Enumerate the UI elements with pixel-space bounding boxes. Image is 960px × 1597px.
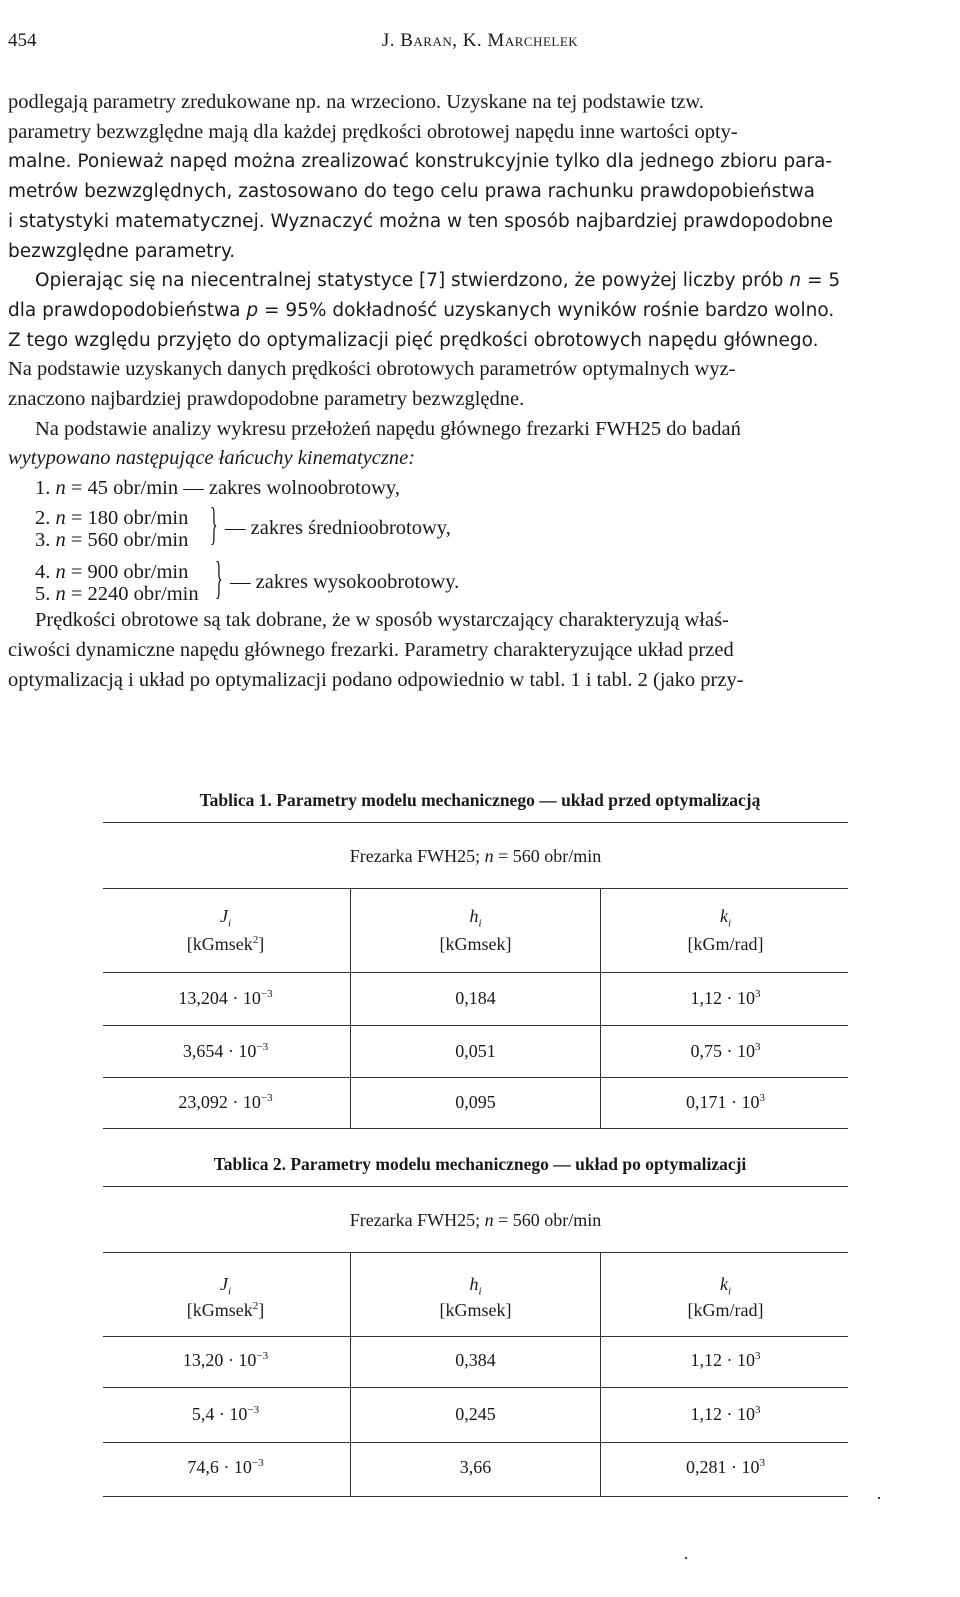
table-cell: 0,184 <box>455 988 496 1008</box>
column-unit-k: [kGm/rad] <box>687 1300 764 1320</box>
table-1 <box>103 822 848 1132</box>
page-header <box>8 30 952 56</box>
table-rule <box>103 1442 848 1443</box>
column-unit-k: [kGm/rad] <box>687 934 764 954</box>
table-machine-label: Frezarka FWH25; n = 560 obr/min <box>349 1210 602 1230</box>
text-line <box>8 147 946 177</box>
brace-icon: } <box>210 498 218 550</box>
paragraph-4 <box>8 415 946 474</box>
column-divider <box>350 1252 351 1496</box>
text-line <box>8 266 946 296</box>
table-cell: 0,245 <box>455 1404 496 1424</box>
table-rule <box>103 1025 848 1026</box>
table-cell: 0,384 <box>455 1350 496 1370</box>
text-fragment: = 5 <box>801 270 841 292</box>
table-cell: $74,6 \cdot 10^{-3}$ <box>187 1457 264 1477</box>
list-item: 2. n = 180 obr/min <box>35 507 189 530</box>
table-2 <box>103 1186 848 1502</box>
table-cell: $13,204 \cdot 10^{-3}$ <box>178 988 273 1008</box>
column-header-h: $h_i$ <box>469 906 482 930</box>
table-rule <box>103 822 848 823</box>
column-unit-h: [kGmsek] <box>439 1300 512 1320</box>
text-line: metrów bezwzględnych, zastosowano do tego celu prawa rachunku prawdopobieństwa <box>8 181 815 203</box>
text-line: Prędkości obrotowe są tak dobrane, że w sposób wystarczający charakteryzują właś- <box>35 609 729 632</box>
text-line: ciwości dynamiczne napędu głównego frezarki. Parametry charakteryzujące układ przed <box>8 638 734 661</box>
table-cell: $1,12 \cdot 10^3$ <box>690 1404 761 1424</box>
paragraph-1 <box>8 88 946 266</box>
list-item: 5. n = 2240 obr/min <box>35 583 199 606</box>
text-fragment: Opierając się na niecentralnej statystyce [7] stwierdzono, że powyżej liczby prób <box>35 270 784 292</box>
running-head: J. Baran, K. Marchelek <box>381 30 579 51</box>
column-header-k: $k_i$ <box>719 1274 732 1298</box>
text-line: wytypowano następujące łańcuchy kinematyczne: <box>8 447 416 470</box>
table-cell: $3,654 \cdot 10^{-3}$ <box>182 1041 269 1061</box>
list-item: 4. n = 900 obr/min <box>35 561 189 584</box>
table-rule <box>103 1077 848 1078</box>
table-cell: $0,75 \cdot 10^3$ <box>690 1041 761 1061</box>
column-header-j: $J_i$ <box>219 906 232 930</box>
column-unit-j: [kGmsek$^2$] <box>186 934 265 954</box>
table-rule <box>103 1128 848 1129</box>
page-number: 454 <box>8 30 37 51</box>
table-rule <box>103 1387 848 1388</box>
table-rule <box>103 1252 848 1253</box>
table-2-caption: Tablica 2. Parametry modelu mechanicznego — układ po optymalizacji <box>213 1154 747 1174</box>
list-item: 1. n = 45 obr/min — zakres wolnoobrotowy, <box>35 477 400 500</box>
text-line: Na podstawie analizy wykresu przełożeń napędu głównego frezarki FWH25 do badań <box>35 417 741 440</box>
text-fragment: Ponieważ napęd można zrealizować konstrukcyjnie tylko dla jednego zbioru para- <box>77 151 833 173</box>
table-rule <box>103 1186 848 1187</box>
table-rule <box>103 888 848 889</box>
column-header-k: $k_i$ <box>719 906 732 930</box>
body-text <box>8 88 946 695</box>
text-fragment: dla prawdopodobieństwa <box>8 299 241 321</box>
range-label: — zakres średnioobrotowy, <box>225 517 451 540</box>
table-cell: $0,281 \cdot 10^3$ <box>686 1457 765 1477</box>
math-variable: p <box>246 299 259 321</box>
table-cell: $0,171 \cdot 10^3$ <box>686 1092 765 1112</box>
brace-icon: } <box>215 552 223 604</box>
table-cell: 0,095 <box>455 1092 496 1112</box>
paragraph-5 <box>8 606 946 695</box>
range-label: — zakres wolnoobrotowy, <box>183 477 400 500</box>
column-unit-h: [kGmsek] <box>439 934 512 954</box>
table-cell: $1,12 \cdot 10^3$ <box>690 988 761 1008</box>
table-rule <box>103 1336 848 1337</box>
list-item: 3. n = 560 obr/min <box>35 529 189 552</box>
text-line: i statystyki matematycznej. Wyznaczyć można w ten sposób najbardziej prawdopodobne <box>8 210 833 232</box>
math-variable: n <box>789 270 802 292</box>
text-fragment: malne. <box>8 151 72 173</box>
paragraph-3 <box>8 355 946 414</box>
table-rule <box>103 972 848 973</box>
table-cell: $1,12 \cdot 10^3$ <box>690 1350 761 1370</box>
table-cell: 3,66 <box>459 1457 492 1477</box>
column-header-j: $J_i$ <box>219 1274 232 1298</box>
column-unit-j: [kGmsek$^2$] <box>186 1300 265 1320</box>
table-machine-label: Frezarka FWH25; n = 560 obr/min <box>349 846 602 866</box>
table-cell: 0,051 <box>455 1041 496 1061</box>
text-line <box>8 296 946 326</box>
table-rule <box>103 1496 848 1497</box>
stray-mark: · <box>876 1488 882 1508</box>
column-header-h: $h_i$ <box>469 1274 482 1298</box>
stray-mark: · <box>683 1548 689 1568</box>
text-line: podlegają parametry zredukowane np. na wrzeciono. Uzyskane na tej podstawie tzw. <box>8 91 704 113</box>
text-line: optymalizacją i układ po optymalizacji podano odpowiednio w tabl. 1 i tabl. 2 (jako przy- <box>8 668 744 691</box>
column-divider <box>600 1252 601 1496</box>
text-line: znaczono najbardziej prawdopodobne parametry bezwzględne. <box>8 388 525 411</box>
table-cell: $13,20 \cdot 10^{-3}$ <box>182 1350 269 1370</box>
text-fragment: = 95% dokładność uzyskanych wyników rośnie bardzo wolno. <box>258 299 835 321</box>
text-line: Na podstawie uzyskanych danych prędkości obrotowych parametrów optymalnych wyz- <box>8 358 736 381</box>
column-divider <box>350 888 351 1128</box>
range-label: — zakres wysokoobrotowy. <box>230 571 460 594</box>
column-divider <box>600 888 601 1128</box>
table-cell: $5,4 \cdot 10^{-3}$ <box>191 1404 260 1424</box>
kinematic-chain-list <box>35 474 946 606</box>
paragraph-2 <box>8 266 946 355</box>
table-1-caption: Tablica 1. Parametry modelu mechanicznego — układ przed optymalizacją <box>199 790 761 810</box>
text-line: bezwzględne parametry. <box>8 240 236 262</box>
text-line: Z tego względu przyjęto do optymalizacji pięć prędkości obrotowych napędu głównego. <box>8 329 819 351</box>
text-line: parametry bezwzględne mają dla każdej prędkości obrotowej napędu inne wartości opty- <box>8 120 738 143</box>
table-cell: $23,092 \cdot 10^{-3}$ <box>178 1092 273 1112</box>
